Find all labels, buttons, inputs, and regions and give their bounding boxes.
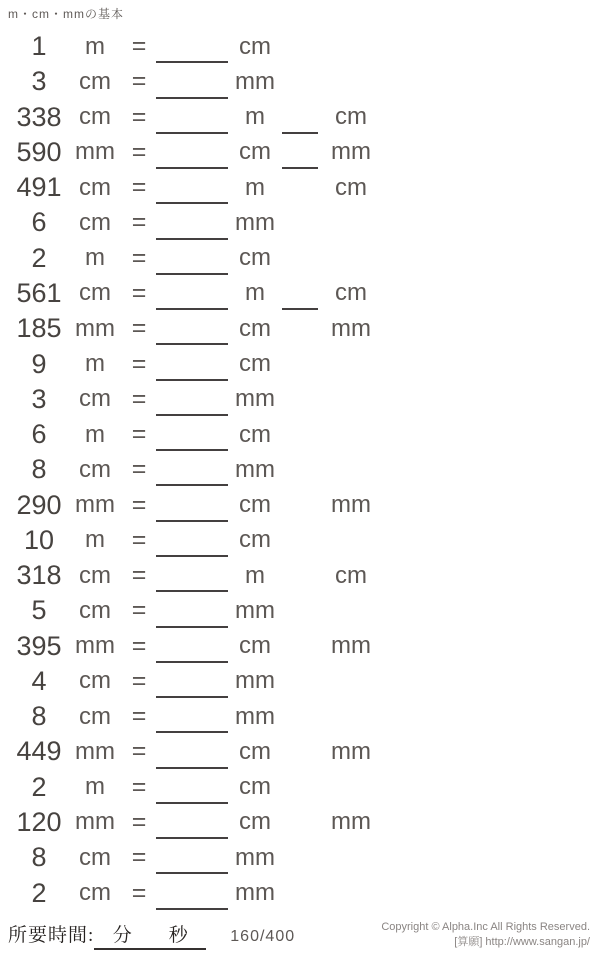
- problem-row: [0, 840, 600, 875]
- answer-unit: mm: [235, 879, 275, 906]
- problem-unit: cm: [79, 843, 111, 871]
- page-title: [8, 5, 124, 22]
- answer-blank-2: [282, 276, 318, 310]
- problem-row: [0, 382, 600, 417]
- answer-unit-2: mm: [331, 632, 371, 660]
- answer-blank-2: [282, 664, 318, 698]
- answer-unit: cm: [239, 526, 271, 554]
- problem-unit: mm: [75, 632, 115, 660]
- problem-row: [0, 205, 600, 240]
- answer-unit: cm: [239, 491, 271, 519]
- problem-row: [0, 135, 600, 170]
- problem-value: 4: [31, 665, 47, 696]
- problem-unit: mm: [75, 737, 115, 765]
- answer-blank-2: [282, 487, 318, 521]
- answer-blank: [156, 29, 228, 63]
- answer-blank: [156, 840, 228, 874]
- answer-blank: [156, 593, 228, 627]
- time-required-label: 所要時間:: [8, 925, 95, 946]
- answer-unit: m: [245, 173, 265, 201]
- answer-unit: cm: [239, 773, 271, 801]
- answer-blank: [156, 417, 228, 451]
- equals-sign: =: [131, 278, 147, 307]
- equals-sign: =: [131, 702, 147, 731]
- problem-value: 2: [31, 771, 47, 802]
- answer-unit-2: mm: [331, 138, 371, 166]
- equals-sign: =: [131, 314, 147, 343]
- answer-unit: m: [245, 279, 265, 307]
- equals-sign: =: [131, 455, 147, 484]
- answer-blank-2: [282, 241, 318, 275]
- problem-row: [0, 311, 600, 346]
- answer-blank-2: [282, 170, 318, 204]
- answer-unit-2: cm: [335, 279, 367, 307]
- page-title-suffix: の基本: [85, 7, 125, 21]
- problem-value: 6: [31, 419, 47, 450]
- answer-unit: mm: [235, 67, 275, 95]
- answer-blank-2: [282, 805, 318, 839]
- footer-time-section: [8, 920, 295, 950]
- problem-unit: cm: [79, 208, 111, 236]
- problem-row: [0, 629, 600, 664]
- answer-blank: [156, 241, 228, 275]
- problem-row: [0, 346, 600, 381]
- answer-blank-2: [282, 135, 318, 169]
- problem-value: 5: [31, 595, 47, 626]
- answer-unit-2: mm: [331, 737, 371, 765]
- problem-value: 318: [16, 560, 62, 591]
- problem-unit: m: [85, 32, 105, 60]
- answer-blank: [156, 875, 228, 909]
- answer-blank: [156, 664, 228, 698]
- answer-unit: cm: [239, 808, 271, 836]
- page-title-units: m・cm・mm: [8, 7, 85, 21]
- answer-blank-2: [282, 523, 318, 557]
- problem-value: 338: [16, 101, 62, 132]
- problem-value: 6: [31, 207, 47, 238]
- time-answer-blank: [94, 920, 206, 950]
- seconds-label: 秒: [168, 925, 188, 946]
- answer-unit: mm: [235, 843, 275, 871]
- answer-unit: mm: [235, 702, 275, 730]
- answer-unit-2: cm: [335, 561, 367, 589]
- equals-sign: =: [131, 525, 147, 554]
- problem-value: 10: [23, 524, 55, 555]
- equals-sign: =: [131, 490, 147, 519]
- problem-row: [0, 64, 600, 99]
- problem-row: [0, 593, 600, 628]
- answer-unit: mm: [235, 596, 275, 624]
- problem-row: [0, 558, 600, 593]
- equals-sign: =: [131, 32, 147, 61]
- problem-row: [0, 664, 600, 699]
- problem-value: 9: [31, 348, 47, 379]
- answer-blank: [156, 523, 228, 557]
- answer-unit-2: mm: [331, 491, 371, 519]
- answer-blank-2: [282, 346, 318, 380]
- problem-value: 8: [31, 701, 47, 732]
- answer-unit: cm: [239, 244, 271, 272]
- minutes-label: 分: [112, 925, 132, 946]
- problem-row: [0, 170, 600, 205]
- problem-row: [0, 452, 600, 487]
- problem-value: 2: [31, 242, 47, 273]
- answer-blank-2: [282, 699, 318, 733]
- problem-unit: cm: [79, 385, 111, 413]
- problem-value: 290: [16, 489, 62, 520]
- answer-unit: cm: [239, 420, 271, 448]
- problem-unit: m: [85, 420, 105, 448]
- equals-sign: =: [131, 561, 147, 590]
- answer-unit: m: [245, 103, 265, 131]
- problem-unit: m: [85, 773, 105, 801]
- answer-blank-2: [282, 734, 318, 768]
- answer-blank-2: [282, 770, 318, 804]
- problem-unit: cm: [79, 67, 111, 95]
- problem-unit: m: [85, 350, 105, 378]
- problem-value: 561: [16, 277, 62, 308]
- answer-blank: [156, 311, 228, 345]
- problem-row: [0, 875, 600, 910]
- problem-value: 185: [16, 313, 62, 344]
- problem-value: 8: [31, 454, 47, 485]
- problem-unit: cm: [79, 667, 111, 695]
- answer-unit: m: [245, 561, 265, 589]
- answer-blank-2: [282, 558, 318, 592]
- equals-sign: =: [131, 631, 147, 660]
- equals-sign: =: [131, 384, 147, 413]
- answer-unit-2: mm: [331, 808, 371, 836]
- problem-row: [0, 100, 600, 135]
- answer-blank: [156, 734, 228, 768]
- page-indicator: 160/400: [230, 928, 296, 945]
- answer-blank-2: [282, 382, 318, 416]
- problem-row: [0, 523, 600, 558]
- problem-list: [0, 29, 600, 911]
- answer-blank-2: [282, 311, 318, 345]
- answer-blank: [156, 346, 228, 380]
- answer-blank: [156, 276, 228, 310]
- problem-row: [0, 770, 600, 805]
- equals-sign: =: [131, 349, 147, 378]
- answer-blank: [156, 770, 228, 804]
- answer-unit: cm: [239, 350, 271, 378]
- answer-unit: cm: [239, 632, 271, 660]
- problem-value: 8: [31, 842, 47, 873]
- problem-value: 491: [16, 172, 62, 203]
- problem-row: [0, 699, 600, 734]
- equals-sign: =: [131, 772, 147, 801]
- problem-row: [0, 487, 600, 522]
- problem-row: [0, 417, 600, 452]
- answer-blank: [156, 205, 228, 239]
- equals-sign: =: [131, 878, 147, 907]
- problem-row: [0, 276, 600, 311]
- answer-blank: [156, 558, 228, 592]
- answer-blank-2: [282, 875, 318, 909]
- answer-unit-2: cm: [335, 103, 367, 131]
- problem-row: [0, 29, 600, 64]
- equals-sign: =: [131, 596, 147, 625]
- problem-value: 3: [31, 383, 47, 414]
- answer-unit-2: cm: [335, 173, 367, 201]
- answer-unit: mm: [235, 667, 275, 695]
- answer-blank-2: [282, 840, 318, 874]
- copyright-notice: [381, 920, 590, 950]
- problem-value: 3: [31, 66, 47, 97]
- answer-blank-2: [282, 593, 318, 627]
- equals-sign: =: [131, 173, 147, 202]
- answer-blank-2: [282, 29, 318, 63]
- problem-value: 449: [16, 736, 62, 767]
- answer-unit: cm: [239, 314, 271, 342]
- problem-unit: cm: [79, 561, 111, 589]
- equals-sign: =: [131, 102, 147, 131]
- problem-value: 395: [16, 630, 62, 661]
- equals-sign: =: [131, 67, 147, 96]
- copyright-line-1: Copyright © Alpha.Inc All Rights Reserved.: [381, 921, 590, 933]
- answer-blank-2: [282, 100, 318, 134]
- answer-blank: [156, 64, 228, 98]
- problem-unit: cm: [79, 173, 111, 201]
- problem-unit: mm: [75, 808, 115, 836]
- answer-unit: cm: [239, 737, 271, 765]
- problem-unit: cm: [79, 702, 111, 730]
- answer-blank: [156, 382, 228, 416]
- problem-unit: m: [85, 526, 105, 554]
- answer-blank: [156, 170, 228, 204]
- answer-blank: [156, 699, 228, 733]
- equals-sign: =: [131, 243, 147, 272]
- problem-unit: cm: [79, 279, 111, 307]
- answer-unit: cm: [239, 138, 271, 166]
- answer-blank-2: [282, 205, 318, 239]
- problem-unit: mm: [75, 138, 115, 166]
- problem-value: 1: [31, 31, 47, 62]
- answer-blank-2: [282, 629, 318, 663]
- answer-blank: [156, 629, 228, 663]
- answer-blank-2: [282, 452, 318, 486]
- problem-row: [0, 805, 600, 840]
- problem-unit: m: [85, 244, 105, 272]
- problem-value: 590: [16, 136, 62, 167]
- answer-blank: [156, 805, 228, 839]
- problem-unit: cm: [79, 879, 111, 906]
- answer-blank-2: [282, 64, 318, 98]
- answer-unit: mm: [235, 385, 275, 413]
- problem-unit: cm: [79, 596, 111, 624]
- answer-blank: [156, 487, 228, 521]
- answer-blank: [156, 100, 228, 134]
- problem-unit: mm: [75, 314, 115, 342]
- answer-blank: [156, 135, 228, 169]
- equals-sign: =: [131, 420, 147, 449]
- equals-sign: =: [131, 843, 147, 872]
- problem-unit: mm: [75, 491, 115, 519]
- answer-unit: mm: [235, 455, 275, 483]
- equals-sign: =: [131, 737, 147, 766]
- equals-sign: =: [131, 137, 147, 166]
- answer-unit: cm: [239, 32, 271, 60]
- problem-value: 120: [16, 806, 62, 837]
- problem-row: [0, 734, 600, 769]
- problem-unit: cm: [79, 103, 111, 131]
- problem-value: 2: [31, 877, 47, 908]
- problem-unit: cm: [79, 455, 111, 483]
- problem-row: [0, 241, 600, 276]
- answer-blank-2: [282, 417, 318, 451]
- answer-blank: [156, 452, 228, 486]
- equals-sign: =: [131, 807, 147, 836]
- answer-unit-2: mm: [331, 314, 371, 342]
- equals-sign: =: [131, 666, 147, 695]
- equals-sign: =: [131, 208, 147, 237]
- copyright-line-2: [算願] http://www.sangan.jp/: [454, 936, 590, 948]
- answer-unit: mm: [235, 208, 275, 236]
